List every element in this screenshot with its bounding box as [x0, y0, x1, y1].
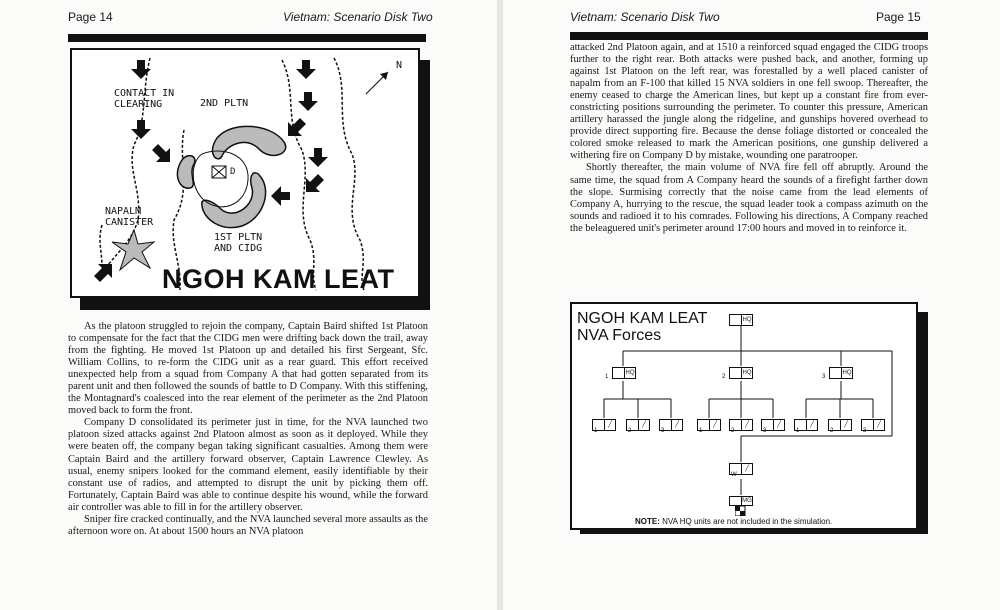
squad-label: 2 — [731, 428, 735, 434]
running-title-right: Vietnam: Scenario Disk Two — [570, 10, 720, 24]
mg-flag-icon — [735, 506, 747, 516]
nva-hq-unit — [729, 314, 753, 326]
squad-label: 1 — [699, 428, 703, 434]
platoon-3-label: 3 — [822, 374, 826, 380]
squad-unit: ╱ — [861, 419, 885, 431]
org-chart-subtitle: NVA Forces — [577, 327, 662, 344]
squad-label: 3 — [863, 428, 867, 434]
hq-label: HQ — [742, 370, 752, 376]
company-d-marker: D — [230, 167, 236, 177]
platoon-2-unit — [729, 367, 753, 379]
paragraph: attacked 2nd Platoon again, and at 1510 a reinforced squad engaged the CIDG troops further to the right rear. Both attacks were pushed back, and another, forming up against 1st Platoon on the left rear, was forestalled by a well placed canister of napalm from an F-100 that killed 15 NVA soldiers in one fell swoop. Thereafter, the enemy ceased to charge the American lines, but kept up a constant fire from ever-constricting positions surrounding the perimeter. To counter this pressure, American artillery harassed the jungle along the ridgeline, and gunships hovered overhead to provide direct supporting fire. Because the dense foliage distorted or concealed the colored smoke released to mark the American positions, one gunship delivered a withering fire on Company D by mistake, wounding one paratrooper. — [570, 42, 928, 162]
paragraph: Company D consolidated its perimeter just in time, for the NVA launched two platoon sized attacks against 2nd Platoon almost as soon as it deployed. While they were beaten off, the company began taking significant casualties. Among them were Captain Baird and the artillery forward observer, Captain Lawrence Clewley. As usual, enemy snipers looked for the command element, easily identifiable by their constant use of radios, and attempted to disrupt the unit by picking them off. Fortunately, Captain Baird was able to continue despite his wound, while the forward air controller was able to fill in for the artillery observer. — [68, 417, 428, 513]
squad-unit: ╱ — [592, 419, 616, 431]
squad-label: 3 — [661, 428, 665, 434]
mg-unit — [729, 496, 753, 506]
paragraph: Sniper fire cracked continually, and the NVA launched several more assaults as the afternoon wore on. At about 1500 hours an NVA platoon — [68, 513, 428, 537]
platoon-3-unit — [829, 367, 853, 379]
platoon-1-label: 1 — [605, 374, 609, 380]
hq-label: HQ — [842, 370, 852, 376]
running-title-left: Vietnam: Scenario Disk Two — [283, 10, 433, 24]
paragraph: As the platoon struggled to rejoin the company, Captain Baird shifted 1st Platoon to compensate for the fact that the CIDG men were drifting back down the trail, away from the fighting. He moved 1st Platoon up and detailed his first Sergeant, Sfc. William Collins, to re-form the CIDG unit as a rear guard. This effort received unexpected help from a squad from Company A that had gotten separated from its parent unit and then followed the sounds of battle to D Company. With this stiffening, the Montagnard's coalesced into the rear element of the perimeter as the 2nd Platoon moved back to form the front. — [68, 321, 428, 417]
squad-label: 1 — [796, 428, 800, 434]
page-number-right: Page 15 — [876, 10, 921, 24]
label-contact-in-clearing: CONTACT IN CLEARING — [114, 88, 175, 110]
hq-label: HQ — [625, 370, 635, 376]
org-chart-title: NGOH KAM LEAT — [577, 310, 708, 327]
platoon-1-unit — [612, 367, 636, 379]
squad-unit: ╱ — [794, 419, 818, 431]
right-body-text — [570, 42, 928, 235]
map-graphic — [72, 50, 418, 296]
squad-label: 3 — [763, 428, 767, 434]
platoon-2-label: 2 — [722, 374, 726, 380]
north-arrow-label: N — [396, 60, 403, 71]
org-chart — [570, 302, 918, 530]
squad-unit: ╱ — [626, 419, 650, 431]
left-page — [0, 0, 497, 610]
org-chart-note: NOTE: NVA HQ units are not included in the simulation. — [635, 517, 833, 526]
label-napalm-canister: NAPALM CANISTER — [105, 206, 154, 228]
hq-label: HQ — [742, 317, 752, 323]
page-number-left: Page 14 — [68, 10, 113, 24]
battle-map — [70, 48, 420, 298]
header-rule-right — [570, 32, 928, 40]
squad-label: 2 — [628, 428, 632, 434]
label-2nd-platoon: 2ND PLTN — [200, 98, 249, 109]
paragraph: Shortly thereafter, the main volume of NVA fire fell off abruptly. Around the same time, the squad from A Company heard the sounds of a firefight farther down the slope. Surmising correctly that the noise came from the lead elements of Company A, hurrying to the rescue, the squad leader took a compass azimuth on the sounds and radioed it to his comrades. Following his directions, A Company reached the beleaguered unit's perimeter around 17:00 hours and moved in to reinforce it. — [570, 162, 928, 234]
squad-unit: ╱ — [828, 419, 852, 431]
squad-unit: ╱ — [761, 419, 785, 431]
squad-unit: ╱ — [659, 419, 683, 431]
left-body-text — [68, 321, 428, 538]
header-rule-left — [68, 34, 426, 42]
map-title: NGOH KAM LEAT — [162, 264, 395, 294]
weapons-unit: ╱ — [729, 463, 753, 475]
org-chart-lines — [572, 304, 916, 528]
weapons-label: W — [731, 472, 737, 478]
squad-label: 1 — [594, 428, 598, 434]
label-1st-platoon-cidg: 1ST PLTN AND CIDG — [214, 232, 263, 254]
mg-label: MG — [742, 498, 752, 504]
squad-label: 2 — [830, 428, 834, 434]
squad-unit: ╱ — [697, 419, 721, 431]
right-page — [503, 0, 1000, 610]
squad-unit: ╱ — [729, 419, 753, 431]
